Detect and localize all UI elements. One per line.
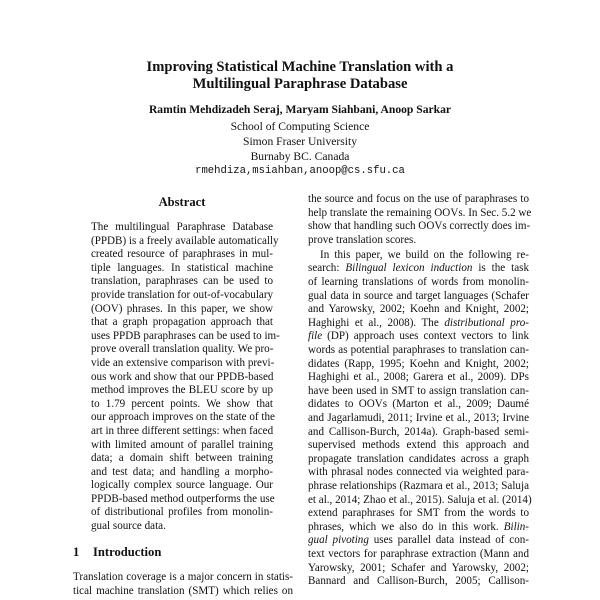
text-line: translation, paraphrases can be used to xyxy=(91,275,273,288)
italic-term: Bilin- xyxy=(503,520,529,533)
introduction-body xyxy=(73,571,293,598)
text-line: didates (Rapp, 1995; Koehn and Knight, 2002; xyxy=(308,357,529,370)
italic-term: Bilingual lexicon induction xyxy=(345,262,473,275)
text-line: Bannard and Callison-Burch, 2005; Callison- xyxy=(308,575,529,588)
text-line: propagate translation candidates across a graph xyxy=(308,452,529,465)
text-line xyxy=(308,534,529,548)
paragraph xyxy=(308,193,532,247)
text-line: method improves the BLEU score by up xyxy=(91,384,273,397)
text-line xyxy=(308,521,529,535)
text-line: The multilingual Paraphrase Database xyxy=(91,221,273,233)
text-line: of distributional profiles from monolin- xyxy=(91,506,273,519)
text-line: tical machine translation (SMT) which relies on xyxy=(73,584,293,597)
text-line: and Jagarlamudi, 2011; Irvine et al., 2013; Irvine xyxy=(308,412,529,424)
section-title: Introduction xyxy=(93,545,162,559)
text-line xyxy=(308,330,529,344)
affiliation-line: Burnaby BC. Canada xyxy=(250,150,350,163)
title-line: Improving Statistical Machine Translation with a xyxy=(146,59,454,75)
text-line: Translation coverage is a major concern in statis- xyxy=(73,571,293,583)
text-line: uses PPDB paraphrases can be used to im- xyxy=(91,329,280,342)
text-line: provide translation for out-of-vocabulary xyxy=(91,288,274,301)
affiliation-line: Simon Fraser University xyxy=(243,135,357,148)
text-line: and Callison-Burch, 2014a). Graph-based semi- xyxy=(308,425,529,438)
text-line: text vectors for paraphrase extraction (Mann and xyxy=(308,547,529,560)
text-line: art in three different settings: when faced xyxy=(91,424,274,437)
paragraph xyxy=(91,221,280,534)
text-line: (OOV) phrases. In this paper, we show xyxy=(91,302,273,315)
text-line: et al., 2014; Zhao et al., 2015). Saluja et al. (2014) xyxy=(308,493,532,506)
text-span: (DP) approach uses context vectors to link xyxy=(322,330,529,343)
text-line: logically complex source language. Our xyxy=(91,479,273,492)
text-line: gual source data. xyxy=(91,520,166,533)
paragraph xyxy=(308,248,532,589)
text-line: data; a domain shift between training xyxy=(91,452,273,465)
text-line: words as potential paraphrases to translation can- xyxy=(308,344,529,357)
text-line: with limited amount of parallel training xyxy=(91,438,273,451)
text-line: to 1.79 percent points. We show that xyxy=(91,397,273,410)
section-heading xyxy=(73,545,161,560)
text-line: show that handling such OOVs correctly does im- xyxy=(308,220,531,233)
section-number: 1 xyxy=(73,545,80,559)
affiliation-line: School of Computing Science xyxy=(230,120,370,133)
text-line: phrase relationships (Razmara et al., 2013; Saluja xyxy=(308,479,529,492)
text-line: have been used in SMT to assign translation can- xyxy=(308,384,529,397)
text-span: uses parallel data instead of con- xyxy=(368,534,530,547)
text-span: is the task xyxy=(472,262,530,275)
italic-term: gual pivoting xyxy=(308,534,369,547)
text-line: supervised methods extend this approach and xyxy=(308,439,529,452)
text-line: PPDB-based method outperforms the use xyxy=(91,492,275,505)
right-column-body xyxy=(308,193,532,589)
title-line: Multilingual Paraphrase Database xyxy=(192,76,408,92)
text-line xyxy=(308,262,529,276)
text-line: with phrasal nodes connected via weighted para- xyxy=(308,466,529,479)
text-line: prove overall translation quality. We pro- xyxy=(91,343,274,356)
text-line: Haghighi et al., 2008; Garera et al., 2009). DPs xyxy=(308,371,529,384)
text-line xyxy=(308,317,529,331)
abstract-body xyxy=(91,221,280,534)
text-line: prove translation scores. xyxy=(308,233,417,246)
text-line: our approach improves on the state of the xyxy=(91,411,275,424)
italic-term: distributional pro- xyxy=(444,316,529,329)
abstract-heading: Abstract xyxy=(158,195,206,209)
italic-term: file xyxy=(308,330,323,343)
text-line: didates to OOVs (Marton et al., 2009; Daumé xyxy=(308,398,529,411)
text-span: search: xyxy=(308,262,346,275)
author-emails: rmehdiza,msiahban,anoop@cs.sfu.ca xyxy=(195,165,405,177)
text-line: vide an extensive comparison with previ- xyxy=(91,356,275,369)
text-line: and Yarowsky, 2002; Koehn and Knight, 2002; xyxy=(308,303,529,316)
text-line: created resource of paraphrases in mul- xyxy=(91,248,273,261)
text-line: Yarowsky, 2001; Schafer and Yarowsky, 2002; xyxy=(308,561,529,574)
text-line: the source and focus on the use of paraphrases to xyxy=(308,193,529,205)
text-line: In this paper, we build on the following re- xyxy=(320,248,529,261)
text-line: of learning translations of words from monolin- xyxy=(308,276,529,289)
text-line: and test data; and handling a morpho- xyxy=(91,465,273,478)
text-line: that a graph propagation approach that xyxy=(91,316,273,329)
text-line: (PPDB) is a freely available automatically xyxy=(91,234,279,247)
text-line: tiple languages. In statistical machine xyxy=(91,261,273,274)
paragraph xyxy=(73,571,293,598)
text-span: phrases, which we also do in this work. xyxy=(308,520,504,533)
text-line: ous work and show that our PPDB-based xyxy=(91,370,274,383)
text-line: help translate the remaining OOVs. In Sec. 5.2 we xyxy=(308,206,532,219)
text-span: Haghighi et al., 2008). The xyxy=(308,316,445,329)
authors: Ramtin Mehdizadeh Seraj, Maryam Siahbani, Anoop Sarkar xyxy=(148,103,452,116)
text-line: gual data in source and target languages (Schafer xyxy=(308,289,529,302)
text-line: extend paraphrases for SMT from the words to xyxy=(308,507,529,520)
